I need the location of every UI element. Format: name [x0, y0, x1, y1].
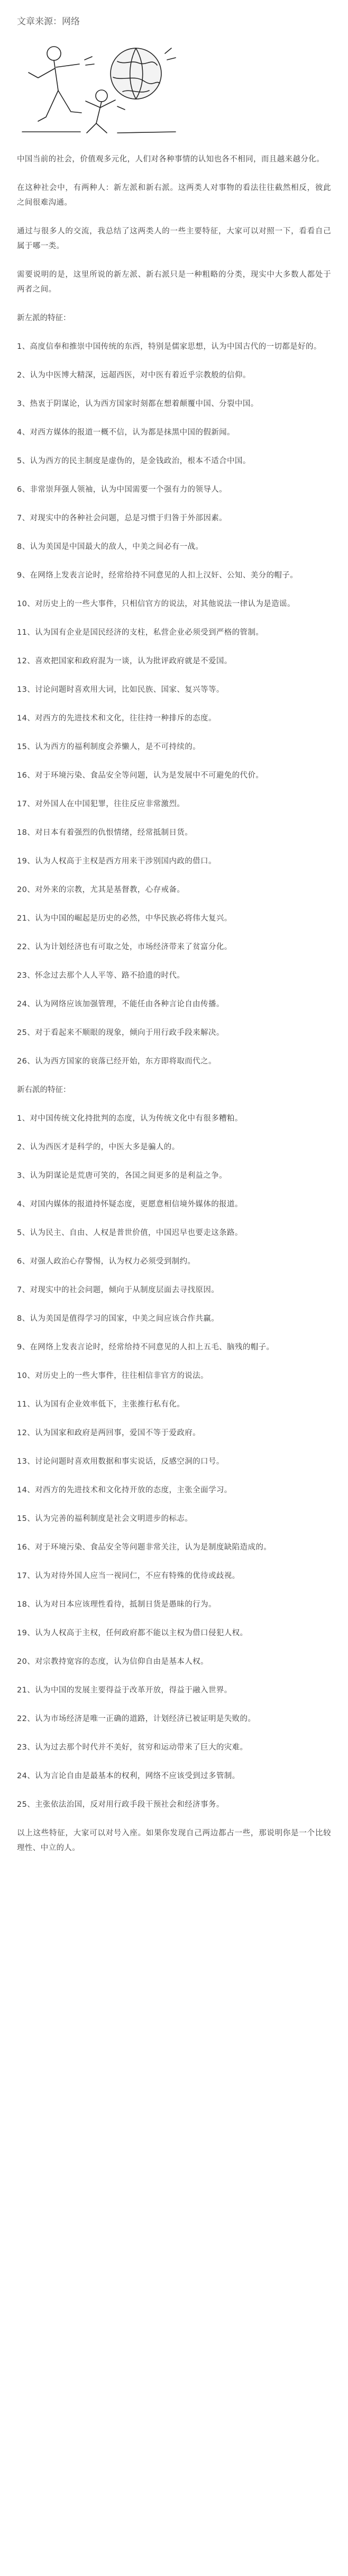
left-section [17, 311, 331, 1069]
left-item: 18、对日本有着强烈的仇恨情绪，经常抵制日货。 [17, 828, 193, 837]
right-item: 4、对国内媒体的报道持怀疑态度，更愿意相信境外媒体的报道。 [17, 1200, 243, 1209]
right-item: 14、对西方的先进技术和文化持开放的态度，主张全面学习。 [17, 1486, 232, 1494]
left-item: 25、对于看起来不顺眼的现象，倾向于用行政手段来解决。 [17, 1029, 224, 1037]
right-item: 6、对强人政治心存警惕，认为权力必须受到制约。 [17, 1257, 196, 1266]
left-item: 7、对现实中的各种社会问题，总是习惯于归咎于外部因素。 [17, 514, 227, 523]
left-item: 13、讨论问题时喜欢用大词，比如民族、国家、复兴等等。 [17, 686, 224, 694]
left-item: 1、高度信奉和推崇中国传统的东西，特别是儒家思想，认为中国古代的一切都是好的。 [17, 343, 322, 351]
right-item: 2、认为西医才是科学的，中医大多是骗人的。 [17, 1143, 180, 1151]
header-illustration [17, 32, 181, 136]
outro-paragraph: 以上这些特征，大家可以对号入座。如果你发现自己两边都占一些，那说明你是一个比较理性、中立的人。 [17, 1829, 331, 1852]
left-item: 22、认为计划经济也有可取之处，市场经济带来了贫富分化。 [17, 943, 232, 951]
right-item: 21、认为中国的发展主要得益于改革开放，得益于融入世界。 [17, 1686, 232, 1695]
left-item: 6、非常崇拜强人领袖，认为中国需要一个强有力的领导人。 [17, 485, 227, 494]
left-item: 9、在网络上发表言论时，经常给持不同意见的人扣上汉奸、公知、美分的帽子。 [17, 571, 298, 580]
left-item: 2、认为中医博大精深，远超西医，对中医有着近乎宗教般的信仰。 [17, 371, 251, 380]
right-item: 17、认为对待外国人应当一视同仁，不应有特殊的优待或歧视。 [17, 1572, 240, 1580]
right-item: 15、认为完善的福利制度是社会文明进步的标志。 [17, 1515, 193, 1523]
left-item: 17、对外国人在中国犯罪，往往反应非常激烈。 [17, 800, 185, 808]
left-item: 21、认为中国的崛起是历史的必然，中华民族必将伟大复兴。 [17, 914, 232, 923]
left-item: 23、怀念过去那个人人平等、路不拾遗的时代。 [17, 971, 185, 980]
outro-section [17, 1826, 331, 1856]
right-item: 22、认为市场经济是唯一正确的道路，计划经济已被证明是失败的。 [17, 1715, 256, 1723]
right-item: 12、认为国家和政府是两回事，爱国不等于爱政府。 [17, 1429, 201, 1437]
right-item: 7、对现实中的社会问题，倾向于从制度层面去寻找原因。 [17, 1286, 219, 1294]
intro-paragraph: 通过与很多人的交流，我总结了这两类人的一些主要特征，大家可以对照一下，看看自己属于哪一类。 [17, 227, 331, 250]
right-item: 19、认为人权高于主权，任何政府都不能以主权为借口侵犯人权。 [17, 1629, 248, 1637]
right-item: 11、认为国有企业效率低下，主张推行私有化。 [17, 1400, 185, 1409]
right-item: 9、在网络上发表言论时，经常给持不同意见的人扣上五毛、脑残的帽子。 [17, 1343, 274, 1352]
intro-paragraph: 中国当前的社会，价值观多元化，人们对各种事情的认知也各不相同，而且越来越分化。 [17, 155, 325, 164]
right-item: 16、对于环境污染、食品安全等问题非常关注，认为是制度缺陷造成的。 [17, 1543, 272, 1552]
intro-paragraph: 在这种社会中，有两种人：新左派和新右派。这两类人对事物的看法往往截然相反，彼此之间很难沟通。 [17, 184, 331, 207]
intro-paragraph: 需要说明的是，这里所说的新左派、新右派只是一种粗略的分类，现实中大多数人都处于两者之间。 [17, 271, 331, 294]
right-item: 13、讨论问题时喜欢用数据和事实说话，反感空洞的口号。 [17, 1457, 224, 1466]
right-item: 10、对历史上的一些大事件，往往相信非官方的说法。 [17, 1372, 208, 1380]
left-item: 14、对西方的先进技术和文化，往往持一种排斥的态度。 [17, 714, 216, 723]
right-item: 24、认为言论自由是最基本的权利，网络不应该受到过多管制。 [17, 1772, 240, 1780]
left-item: 3、热衷于阴谋论，认为西方国家时刻都在想着颠覆中国、分裂中国。 [17, 400, 259, 408]
right-item: 3、认为阴谋论是荒唐可笑的，各国之间更多的是利益之争。 [17, 1172, 227, 1180]
left-item: 12、喜欢把国家和政府混为一谈，认为批评政府就是不爱国。 [17, 657, 232, 665]
right-item: 25、主张依法治国，反对用行政手段干预社会和经济事务。 [17, 1800, 224, 1809]
left-item: 11、认为国有企业是国民经济的支柱，私营企业必须受到严格的管制。 [17, 628, 264, 637]
left-item: 10、对历史上的一些大事件，只相信官方的说法，对其他说法一律认为是造谣。 [17, 600, 295, 608]
article-source: 文章来源：网络 [17, 16, 80, 27]
right-item: 5、认为民主、自由、人权是普世价值，中国迟早也要走这条路。 [17, 1229, 243, 1237]
left-item: 16、对于环境污染、食品安全等问题，认为是发展中不可避免的代价。 [17, 771, 264, 780]
right-section-title: 新右派的特征： [17, 1086, 71, 1094]
right-item: 1、对中国传统文化持批判的态度，认为传统文化中有很多糟粕。 [17, 1114, 243, 1123]
left-item: 8、认为美国是中国最大的敌人，中美之间必有一战。 [17, 543, 204, 551]
left-item: 20、对外来的宗教，尤其是基督教，心存戒备。 [17, 886, 185, 894]
left-section-title: 新左派的特征： [17, 314, 71, 322]
right-item: 8、认为美国是值得学习的国家，中美之间应该合作共赢。 [17, 1314, 219, 1323]
intro-section [17, 152, 331, 297]
right-section [17, 1083, 331, 1812]
left-item: 19、认为人权高于主权是西方用来干涉别国内政的借口。 [17, 857, 216, 866]
left-item: 24、认为网络应该加强管理，不能任由各种言论自由传播。 [17, 1000, 224, 1008]
right-item: 18、认为对日本应该理性看待，抵制日货是愚昧的行为。 [17, 1600, 216, 1609]
right-item: 23、认为过去那个时代并不美好，贫穷和运动带来了巨大的灾难。 [17, 1743, 248, 1752]
left-item: 5、认为西方的民主制度是虚伪的，是金钱政治，根本不适合中国。 [17, 457, 251, 465]
left-item: 4、对西方媒体的报道一概不信，认为都是抹黑中国的假新闻。 [17, 428, 235, 437]
right-item: 20、对宗教持宽容的态度，认为信仰自由是基本人权。 [17, 1658, 208, 1666]
left-item: 15、认为西方的福利制度会养懒人，是不可持续的。 [17, 743, 201, 751]
left-item: 26、认为西方国家的衰落已经开始，东方即将取而代之。 [17, 1057, 216, 1066]
